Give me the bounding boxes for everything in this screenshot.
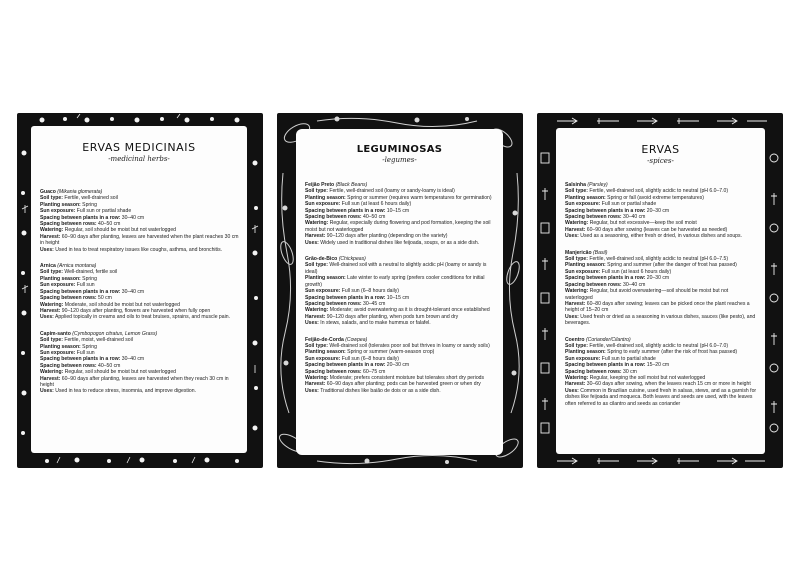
plant-scientific-name: (Basil) [593,249,608,256]
plant-entry [565,182,757,240]
document-page [31,126,247,453]
field-line: Soil type: Fertile, well-drained soil, slightly acidic to neutral (pH 6.0–7.0) [565,188,729,195]
page-header [31,141,247,163]
field-line: Uses: Used in tea to reduce stress, insomnia, and improve digestion. [40,388,197,395]
field-line: Soil type: Fertile, moist, well-drained soil [40,337,133,344]
field-line: Planting season: Spring [40,343,97,350]
field-line: Sun exposure: Full sun (at least 6 hours daily) [565,268,672,275]
field-line: Watering: Moderate, soil should be moist but not waterlogged [40,301,180,308]
plant-name: Feijão Preto [305,182,335,188]
plant-entry [40,263,239,321]
field-line: Harvest: 60–90 days after planting, leaves are harvested when they reach 30 cm in height [40,375,229,388]
plant-scientific-name: (Cymbopogon citratus, Lemon Grass) [72,330,158,337]
document-page [556,128,765,454]
field-line: Spacing between rows: 30 cm [565,368,637,375]
field-line: Spacing between plants in a row: 20–30 cm [305,362,410,369]
page-subtitle: -medicinal herbs- [108,155,170,163]
plant-scientific-name: (Black Beans) [335,182,368,188]
field-line: Soil type: Well-drained soil with a neutral to slightly acidic pH (loamy or sandy is ideal) [305,262,487,275]
field-line: Watering: Moderate; avoid overwatering as it is drought-tolerant once established [305,307,490,314]
field-line: Spacing between plants in a row: 15–20 cm [565,362,670,369]
field-line: Spacing between rows: 40–50 cm [305,214,386,221]
page-title: LEGUMINOSAS [356,144,443,155]
field-line: Sun exposure: Full sun or partial shade [565,201,657,208]
field-line: Soil type: Fertile, well-drained soil, slightly acidic to neutral (pH 6.0–7.5) [565,256,729,263]
plant-name: Coentro [565,336,585,343]
field-line: Harvest: 60–90 days after planting; pods can be harvested green or when dry [305,381,481,388]
field-line: Spacing between rows: 30–40 cm [565,214,646,221]
page-subtitle: -spices- [647,157,674,165]
plant-entry [565,337,757,407]
plant-scientific-name: (Cowpea) [345,336,368,343]
field-line: Watering: Regular, especially during flowering and pod formation, keeping the soil moist but not waterlogged [305,220,491,233]
field-line: Spacing between plants in a row: 30–40 cm [40,356,145,363]
field-line: Harvest: 90–120 days after planting (depending on the variety) [305,233,448,240]
field-line: Sun exposure: Full sun (at least 6 hours daily) [305,201,412,208]
field-line: Soil type: Well-drained soil (tolerates poor soil but thrives in loamy or sandy soils) [305,342,490,349]
field-line: Sun exposure: Full sun (6–8 hours daily) [305,288,399,295]
field-line: Planting season: Spring [40,275,97,282]
plant-list [296,182,503,394]
field-line: Planting season: Spring and summer (after the danger of frost has passed) [565,262,737,269]
field-line: Planting season: Spring to early summer (after the risk of frost has passed) [565,349,738,356]
field-line: Watering: Regular, but not excessive—keep the soil moist [565,220,697,227]
field-line: Sun exposure: Full sun or partial shade [40,208,132,215]
sheet-legumes [277,113,523,468]
field-line: Soil type: Well-drained, fertile soil [40,269,118,276]
field-line: Spacing between rows: 30–40 cm [565,281,646,288]
field-line: Uses: Traditional dishes like baião de dois or as a side dish. [305,387,441,394]
field-line: Spacing between rows: 50 cm [40,295,112,302]
field-line: Sun exposure: Full sun [40,349,95,356]
plant-scientific-name: (Arnica montana) [57,263,97,270]
field-line: Planting season: Late winter to early spring (prefers cooler conditions for initial growth) [305,275,485,288]
field-line: Uses: Used fresh or dried as a seasoning in various dishes, sauces (like pesto), and beverages. [565,313,756,327]
field-line: Harvest: 30–60 days after sowing, when the leaves reach 15 cm or more in height [565,381,751,388]
field-line: Planting season: Spring or summer (warm-season crop) [305,349,435,356]
field-line: Uses: Used in tea to treat respiratory issues like coughs, asthma, and bronchitis. [40,246,223,253]
field-line: Uses: Applied topically in creams and oils to treat bruises, sprains, and muscle pain. [40,314,230,321]
plant-name: Manjericão [565,249,592,256]
field-line: Watering: Regular, soil should be moist but not waterlogged [40,369,177,376]
page-header [296,144,503,164]
plant-entry [305,256,495,326]
plant-name: Grão-de-Bico [305,256,338,263]
page-header [556,143,765,165]
field-line: Watering: Regular, keeping the soil moist but not waterlogged [565,374,706,381]
field-line: Spacing between rows: 40–50 cm [40,362,121,369]
field-line: Uses: In stews, salads, and to make hummus or falafel. [305,320,431,327]
field-line: Spacing between plants in a row: 30–40 cm [40,288,145,295]
field-line: Harvest: 60–80 days after sowing; leaves can be picked once the plant reaches a height of 15–20 cm [565,300,750,314]
plant-entry [305,337,495,395]
plant-entry [565,250,757,327]
page-subtitle: -legumes- [382,156,417,164]
field-line: Sun exposure: Full sun [40,282,95,289]
field-line: Spacing between rows: 60–75 cm [305,368,386,375]
plant-name: Arnica [40,263,56,270]
field-line: Uses: Common in Brazilian cuisine, used fresh in salsas, stews, and as a garnish for dishes like feijoada and moqueca. Both leaves and seeds are used, with the leaves often referred to as cilantro and seeds as coriander [565,387,757,407]
field-line: Planting season: Spring [40,201,97,208]
plant-list [556,182,765,407]
field-line: Spacing between plants in a row: 20–30 cm [565,207,670,214]
field-line: Planting season: Spring or summer (requires warm temperatures for germination) [305,194,492,201]
plant-scientific-name: (Parsley) [587,182,608,188]
field-line: Uses: Widely used in traditional dishes like feijoada, soups, or as a side dish. [305,239,480,246]
field-line: Watering: Regular, but avoid overwatering—soil should be moist but not waterlogged [565,288,729,301]
field-line: Spacing between plants in a row: 30–40 cm [40,214,145,221]
field-line: Soil type: Fertile, well-drained soil, slightly acidic to neutral (pH 6.0–7.0) [565,342,729,349]
plant-scientific-name: (Mikania glomerata) [57,189,103,195]
field-line: Watering: Moderate; prefers consistent moisture but tolerates short dry periods [305,374,485,381]
field-line: Soil type: Fertile, well-drained soil [40,195,118,202]
field-line: Soil type: Fertile, well-drained soil (loamy or sandy-loamy is ideal) [305,188,455,195]
field-line: Harvest: 60–90 days after sowing (leaves can be harvested as needed) [565,226,728,233]
plant-name: Guaco [40,189,56,195]
plant-scientific-name: (Chickpeas) [338,256,366,263]
field-line: Sun exposure: Full sun (6–8 hours daily) [305,355,399,362]
document-page [296,129,503,455]
field-line: Uses: Used as a seasoning, either fresh or dried, in various dishes and soups. [565,233,742,240]
plant-scientific-name: (Coriander/Cilantro) [585,336,631,343]
sheet-medicinal-herbs [17,113,263,468]
field-line: Spacing between rows: 30–45 cm [305,300,386,307]
field-line: Harvest: 90–120 days after planting, when pods turn brown and dry [305,313,459,320]
field-line: Harvest: 90–120 days after planting, flowers are harvested when fully open [40,307,211,314]
field-line: Spacing between rows: 40–50 cm [40,221,121,228]
field-line: Planting season: Spring or fall (avoid extreme temperatures) [565,194,705,201]
field-line: Sun exposure: Full sun to partial shade [565,355,656,362]
plant-entry [305,182,495,246]
field-line: Harvest: 60–90 days after planting, leaves are harvested when the plant reaches 30 cm in height [40,233,239,247]
plant-name: Capim-santo [40,330,71,337]
field-line: Spacing between plants in a row: 20–30 cm [565,275,670,282]
page-title: ERVAS [641,143,680,156]
plant-entry [40,189,239,253]
field-line: Watering: Regular, soil should be moist but not waterlogged [40,227,177,234]
plant-list [31,189,247,395]
field-line: Spacing between plants in a row: 10–15 cm [305,294,410,301]
plant-name: Feijão-de-Corda [305,336,344,343]
field-line: Spacing between plants in a row: 10–15 cm [305,207,410,214]
sheet-spices [537,113,783,468]
page-title: ERVAS MEDICINAIS [82,141,196,154]
plant-name: Salsinha [565,182,586,188]
plant-entry [40,331,239,395]
